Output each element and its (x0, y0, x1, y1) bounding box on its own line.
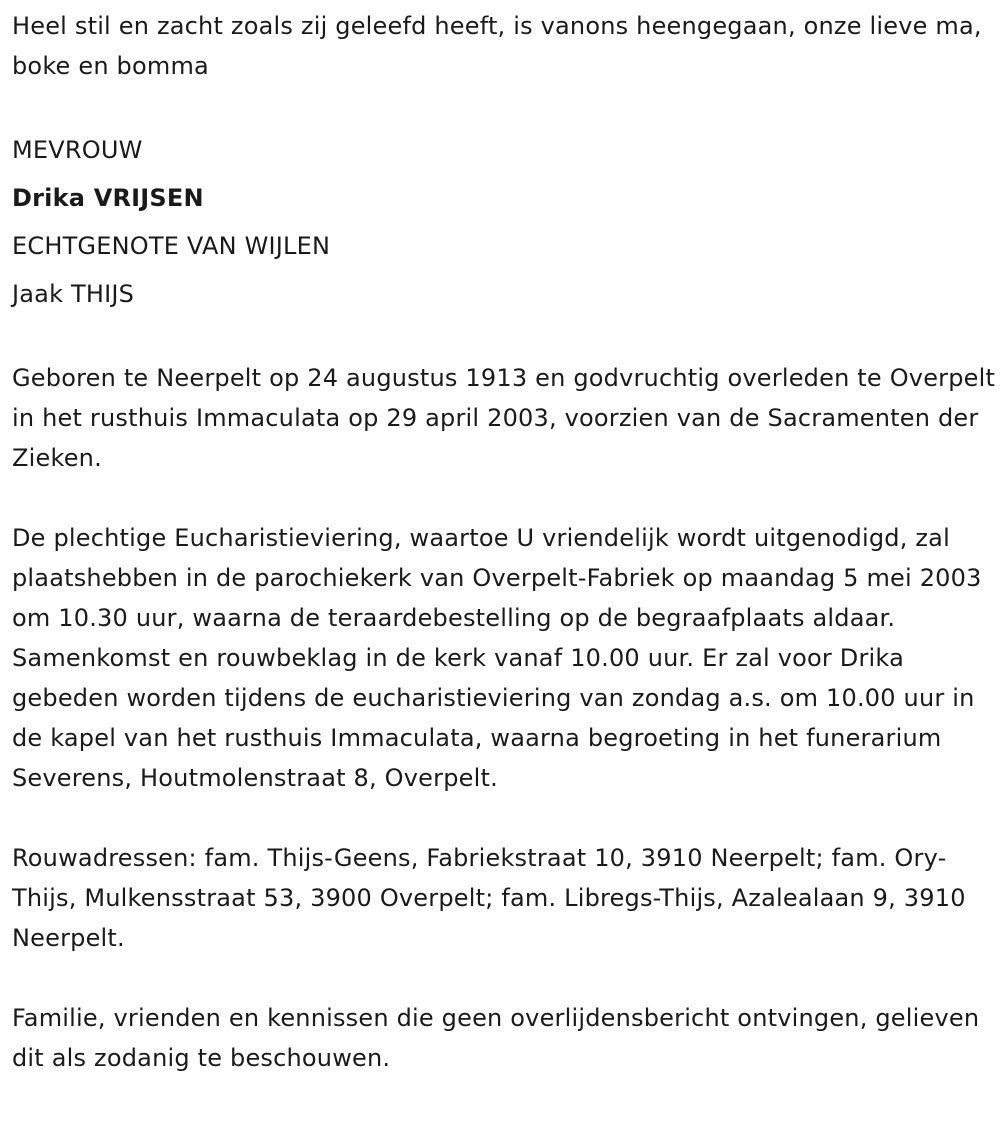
closing-paragraph: Familie, vrienden en kennissen die geen overlijdensbericht ontvingen, gelieven dit als zodanig te beschouwen. (12, 1004, 980, 1072)
spacer (12, 86, 996, 126)
deceased-name: Drika VRIJSEN (12, 184, 204, 212)
spacer (12, 798, 996, 838)
title-line: MEVROUW (12, 136, 143, 164)
death-notice (12, 6, 996, 1078)
spacer (12, 318, 996, 358)
intro-paragraph: Heel stil en zacht zoals zij geleefd heeft, is vanons heengegaan, onze lieve ma, boke en bomma (12, 12, 982, 80)
spouse-name: Jaak THIJS (12, 280, 135, 308)
birth-death-paragraph: Geboren te Neerpelt op 24 augustus 1913 en godvruchtig overleden te Overpelt in het rusthuis Immaculata op 29 april 2003, voorzien van de Sacramenten der Zieken. (12, 364, 996, 472)
spouse-label: ECHTGENOTE VAN WIJLEN (12, 232, 331, 260)
addresses-paragraph: Rouwadressen: fam. Thijs-Geens, Fabriekstraat 10, 3910 Neerpelt; fam. Ory-Thijs, Mulkensstraat 53, 3900 Overpelt; fam. Libregs-Thijs, Azalealaan 9, 3910 Neerpelt. (12, 844, 966, 952)
spacer (12, 478, 996, 518)
service-paragraph: De plechtige Eucharistieviering, waartoe U vriendelijk wordt uitgenodigd, zal plaatshebben in de parochiekerk van Overpelt-Fabriek op maandag 5 mei 2003 om 10.30 uur, waarna de teraardebestelling op de begraafplaats aldaar. Samenkomst en rouwbeklag in de kerk vanaf 10.00 uur. Er zal voor Drika gebeden worden tijdens de eucharistieviering van zondag a.s. om 10.00 uur in de kapel van het rusthuis Immaculata, waarna begroeting in het funerarium Severens, Houtmolenstraat 8, Overpelt. (12, 524, 982, 792)
spacer (12, 958, 996, 998)
